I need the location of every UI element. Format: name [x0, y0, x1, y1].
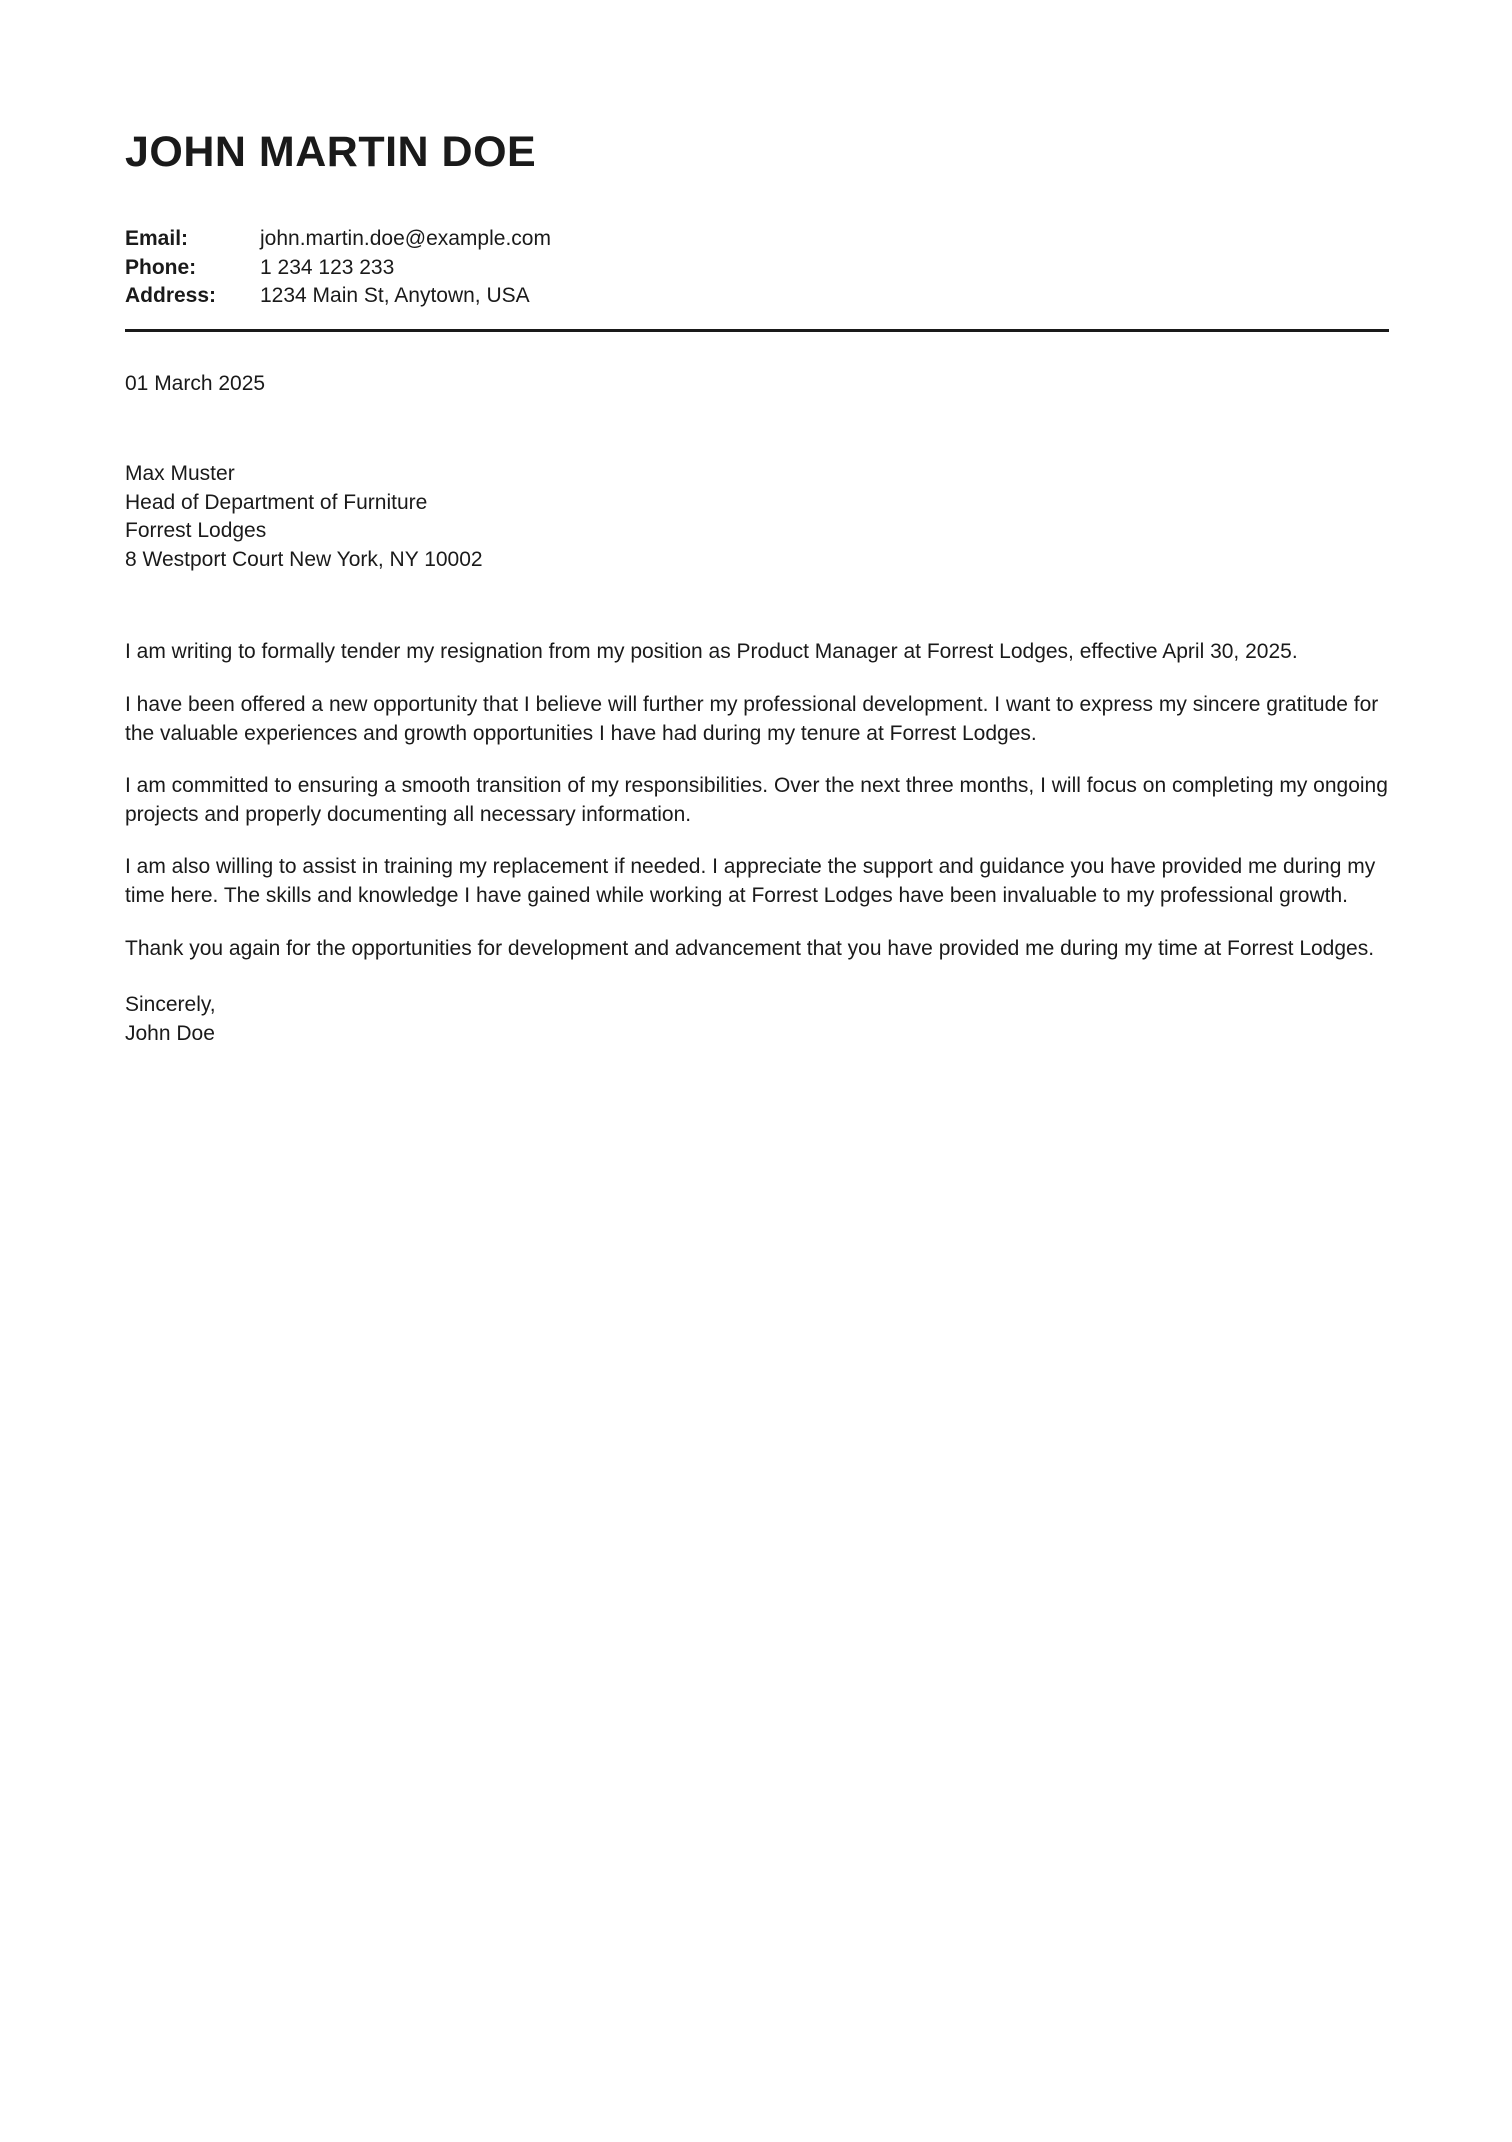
- letter-body: [125, 638, 1389, 963]
- phone-value: 1 234 123 233: [260, 255, 395, 279]
- header-divider: [125, 329, 1389, 332]
- body-paragraph-5: Thank you again for the opportunities for development and advancement that you have provided me during my time at Forrest Lodges.: [125, 936, 1375, 960]
- letter-date: 01 March 2025: [125, 371, 266, 395]
- address-value: 1234 Main St, Anytown, USA: [260, 284, 530, 307]
- letter-content: [0, 0, 1512, 1048]
- address-label: Address:: [125, 284, 217, 307]
- email-label: Email:: [125, 227, 189, 250]
- signature-name: John Doe: [125, 1021, 215, 1045]
- body-paragraph-1: I am writing to formally tender my resignation from my position as Product Manager at Forrest Lodges, effective April 30, 2025.: [125, 640, 1298, 664]
- recipient-name: Max Muster: [125, 462, 235, 486]
- recipient-title: Head of Department of Furniture: [125, 490, 428, 514]
- recipient-company: Forrest Lodges: [125, 519, 267, 543]
- body-paragraph-2: I have been offered a new opportunity that I believe will further my professional development. I want to express my sincere gratitude for the valuable experiences and growth opportunities I have had during my tenure at Forrest Lodges.: [125, 693, 1379, 745]
- contact-row-email: [125, 225, 1389, 254]
- email-value: john.martin.doe@example.com: [260, 227, 551, 250]
- body-paragraph-4: I am also willing to assist in training my replacement if needed. I appreciate the support and guidance you have provided me during my time here. The skills and knowledge I have gained while working at Forrest Lodges have been invaluable to my professional growth.: [125, 855, 1376, 908]
- contact-info: [125, 225, 1389, 311]
- phone-label: Phone:: [125, 255, 197, 279]
- closing-block: [125, 991, 1389, 1048]
- closing-salutation: Sincerely,: [125, 993, 216, 1017]
- contact-row-phone: [125, 254, 1389, 283]
- page-title: JOHN MARTIN DOE: [125, 128, 537, 176]
- recipient-address: 8 Westport Court New York, NY 10002: [125, 547, 483, 571]
- contact-row-address: [125, 282, 1389, 311]
- body-paragraph-3: I am committed to ensuring a smooth transition of my responsibilities. Over the next three months, I will focus on completing my ongoing projects and properly documenting all necessary information.: [125, 774, 1388, 826]
- recipient-block: [125, 460, 1389, 574]
